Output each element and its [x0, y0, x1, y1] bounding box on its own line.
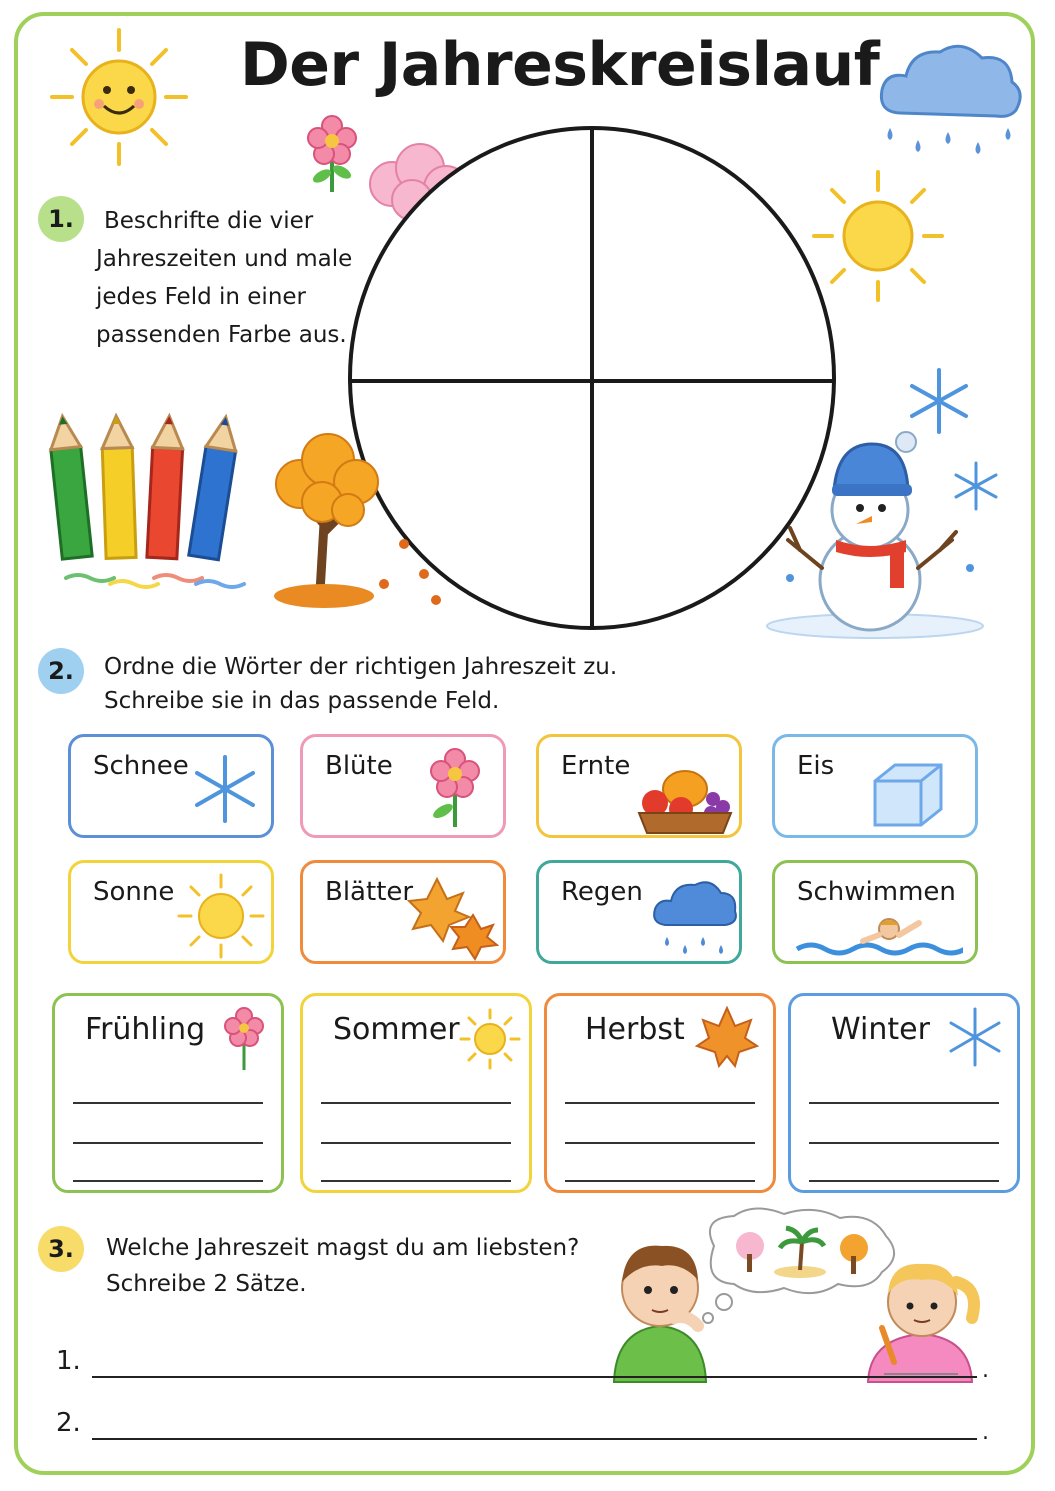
- season-box-herbst[interactable]: [544, 993, 776, 1193]
- writing-line[interactable]: [321, 1180, 511, 1182]
- rain-cloud-icon: [870, 28, 1030, 178]
- word-card-schwimmen[interactable]: [772, 860, 978, 964]
- snowflake-icon: [904, 366, 974, 436]
- task-3-line: Schreibe 2 Sätze.: [106, 1271, 307, 1297]
- autumn-leaves-icon: [403, 875, 499, 961]
- swimmer-icon: [793, 913, 963, 961]
- ice-cube-icon: [869, 759, 949, 831]
- harvest-basket-icon: [633, 761, 741, 837]
- task-3-line: Welche Jahreszeit magst du am liebsten?: [106, 1235, 580, 1261]
- snowman-icon: [760, 428, 990, 640]
- word-card-sonne[interactable]: [68, 860, 274, 964]
- task-2-badge: [38, 648, 84, 694]
- task-2-line: Schreibe sie in das passende Feld.: [104, 688, 500, 714]
- task-1-number: 1.: [48, 205, 74, 233]
- task-1-line: jedes Feld in einer: [96, 284, 307, 310]
- season-box-winter[interactable]: [788, 993, 1020, 1193]
- autumn-tree-icon: [264, 424, 452, 610]
- writing-line[interactable]: [73, 1142, 263, 1144]
- children-thinking-illustration: [604, 1206, 984, 1384]
- writing-line[interactable]: [809, 1102, 999, 1104]
- word-card-ernte[interactable]: [536, 734, 742, 838]
- task-2-number: 2.: [48, 657, 74, 685]
- word-card-schnee[interactable]: [68, 734, 274, 838]
- sun-icon: [175, 873, 267, 959]
- task-1-line: Beschrifte die vier: [104, 208, 314, 234]
- answer-number: 2.: [56, 1408, 81, 1438]
- answer-number: 1.: [56, 1346, 81, 1376]
- answer-line-1[interactable]: [92, 1376, 977, 1378]
- writing-line[interactable]: [809, 1180, 999, 1182]
- snowflake-icon: [189, 753, 261, 825]
- word-label: Regen: [561, 877, 643, 907]
- task-2-line: Ordne die Wörter der richtigen Jahreszeit zu.: [104, 654, 618, 680]
- season-label: Herbst: [585, 1012, 685, 1047]
- writing-line[interactable]: [565, 1102, 755, 1104]
- writing-line[interactable]: [73, 1102, 263, 1104]
- task-3-instructions: [106, 1230, 579, 1302]
- word-card-bluete[interactable]: [300, 734, 506, 838]
- smiling-sun-icon: [44, 22, 194, 172]
- task-2-instructions: [104, 650, 617, 718]
- word-label: Schnee: [93, 751, 189, 781]
- season-label: Winter: [831, 1012, 930, 1047]
- task-3-badge: [38, 1226, 84, 1272]
- writing-line[interactable]: [73, 1180, 263, 1182]
- line-end-dot: .: [982, 1358, 989, 1383]
- task-1-instructions: [96, 202, 352, 354]
- colored-pencils-icon: [46, 408, 256, 604]
- writing-line[interactable]: [321, 1102, 511, 1104]
- writing-line[interactable]: [321, 1142, 511, 1144]
- flower-icon: [423, 745, 487, 831]
- word-label: Ernte: [561, 751, 631, 781]
- flower-icon: [219, 1006, 269, 1072]
- task-1-line: Jahreszeiten und male: [96, 246, 353, 272]
- writing-line[interactable]: [565, 1142, 755, 1144]
- task-1-badge: [38, 196, 84, 242]
- word-label: Blätter: [325, 877, 414, 907]
- sun-icon: [459, 1008, 521, 1070]
- writing-line[interactable]: [809, 1142, 999, 1144]
- word-label: Eis: [797, 751, 835, 781]
- answer-line-2[interactable]: [92, 1438, 977, 1440]
- line-end-dot: .: [982, 1420, 989, 1445]
- rain-cloud-icon: [649, 875, 739, 959]
- word-card-eis[interactable]: [772, 734, 978, 838]
- word-label: Schwimmen: [797, 877, 956, 907]
- maple-leaf-icon: [695, 1006, 759, 1072]
- task-3-number: 3.: [48, 1235, 74, 1263]
- word-card-blaetter[interactable]: [300, 860, 506, 964]
- writing-line[interactable]: [565, 1180, 755, 1182]
- page-title: Der Jahreskreislauf: [240, 30, 880, 100]
- season-label: Frühling: [85, 1012, 206, 1047]
- word-label: Blüte: [325, 751, 393, 781]
- word-label: Sonne: [93, 877, 175, 907]
- snowflake-icon: [945, 1006, 1005, 1068]
- season-box-sommer[interactable]: [300, 993, 532, 1193]
- season-label: Sommer: [333, 1012, 460, 1047]
- task-1-line: passenden Farbe aus.: [96, 322, 347, 348]
- season-box-fruehling[interactable]: [52, 993, 284, 1193]
- word-card-regen[interactable]: [536, 860, 742, 964]
